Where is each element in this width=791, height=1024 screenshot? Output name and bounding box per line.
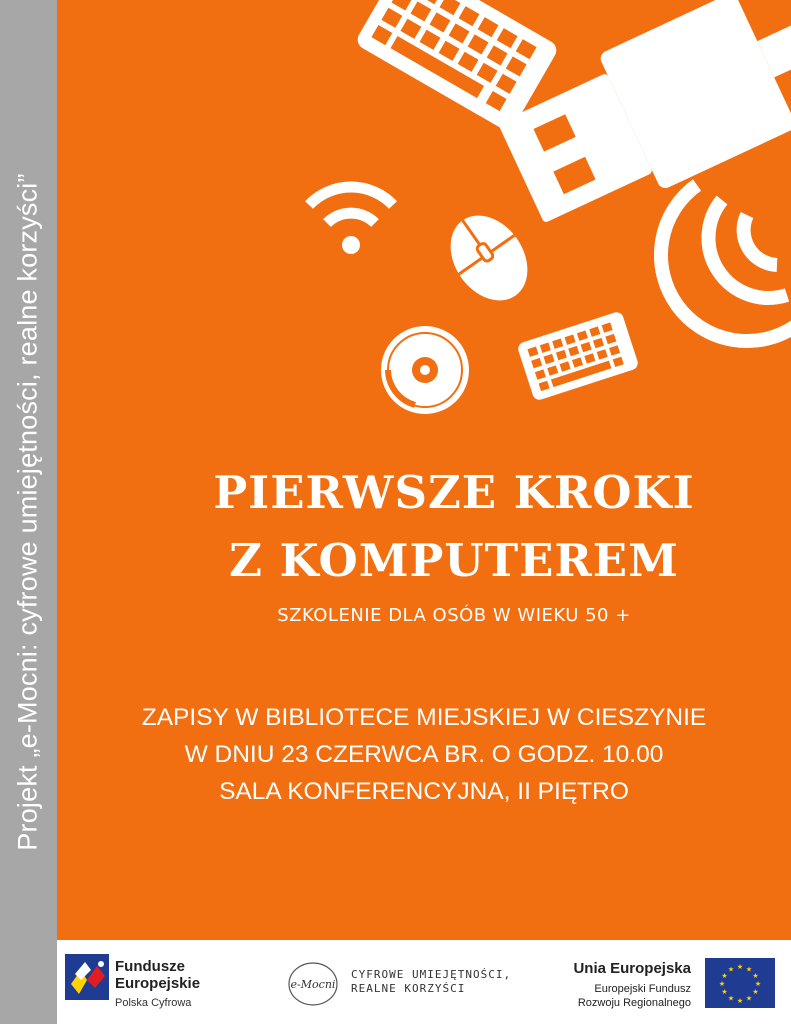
signal-icon	[661, 185, 791, 341]
subtitle: SZKOLENIE DLA OSÓB W WIEKU 50 +	[277, 605, 631, 626]
svg-text:★: ★	[745, 965, 753, 974]
info-line-3: SALA KONFERENCYJNA, II PIĘTRO	[219, 778, 629, 805]
footer-logos	[57, 940, 791, 1024]
svg-text:★: ★	[718, 980, 726, 988]
emocni-logo-text: e-Mocni	[290, 978, 336, 991]
project-name-vertical: Projekt „e-Mocni: cyfrowe umiejętności, realne korzyści”	[12, 173, 43, 851]
poster	[57, 0, 791, 940]
svg-text:★: ★	[752, 988, 759, 996]
svg-text:★: ★	[727, 965, 735, 974]
svg-text:★: ★	[736, 963, 744, 971]
ue-line-1: Europejski Fundusz	[594, 983, 691, 995]
info-line-2: W DNIU 23 CZERWCA BR. O GODZ. 10.00	[184, 741, 664, 768]
emocni-line-1: CYFROWE UMIEJĘTNOŚCI,	[351, 968, 512, 981]
fe-line-3: Polska Cyfrowa	[115, 997, 192, 1009]
keyboard-small-icon	[516, 310, 639, 401]
svg-text:★: ★	[736, 997, 744, 1005]
svg-text:★: ★	[721, 988, 728, 996]
svg-text:★: ★	[754, 980, 762, 988]
info-line-1: ZAPISY W BIBLIOTECE MIEJSKIEJ W CIESZYNIE	[141, 704, 707, 731]
tech-icons-group	[57, 0, 791, 430]
fe-line-2: Europejskie	[115, 975, 201, 992]
emocni-line-2: REALNE KORZYŚCI	[351, 982, 466, 995]
fe-line-1: Fundusze	[115, 958, 185, 975]
eu-flag-icon	[705, 958, 775, 1008]
fundusze-europejskie-logo-icon	[65, 954, 109, 1000]
unia-europejska-text	[573, 960, 691, 1010]
title-line-2: Z KOMPUTEREM	[229, 534, 679, 587]
svg-text:★: ★	[745, 994, 753, 1003]
emocni-logo-icon	[287, 960, 339, 1008]
mouse-icon	[435, 201, 543, 315]
wifi-icon	[309, 187, 393, 254]
title-line-1: PIERWSZE KROKI	[213, 466, 695, 519]
svg-text:★: ★	[721, 972, 728, 980]
cd-icon	[381, 326, 469, 414]
svg-text:★: ★	[727, 994, 735, 1003]
ue-line-2: Rozwoju Regionalnego	[577, 997, 691, 1009]
svg-text:★: ★	[752, 972, 759, 980]
fundusze-europejskie-text	[115, 958, 200, 1009]
sidebar	[0, 0, 57, 1024]
ue-title: Unia Europejska	[573, 960, 691, 977]
emocni-tagline	[351, 968, 511, 996]
